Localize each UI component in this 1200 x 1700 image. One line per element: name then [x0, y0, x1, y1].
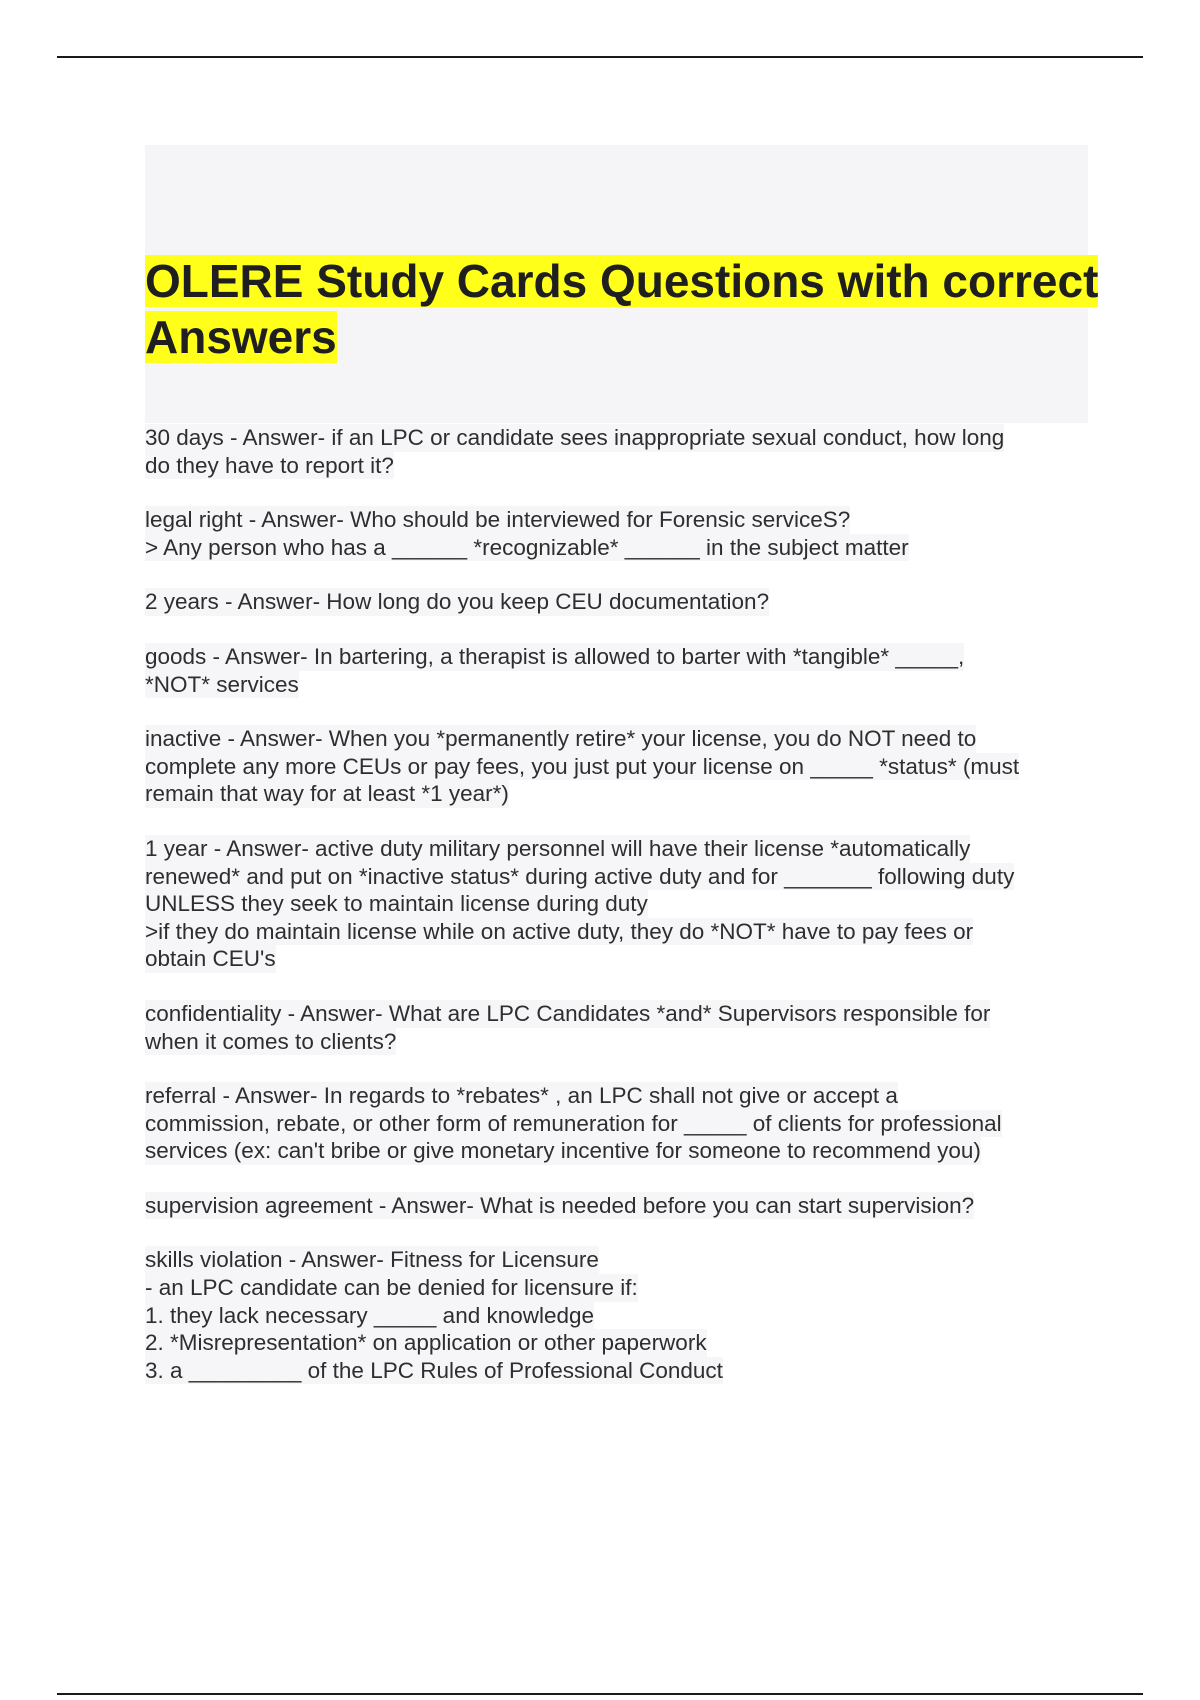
card-line: 1 year - Answer- active duty military personnel will have their license *automatically: [145, 835, 971, 861]
study-card: [145, 588, 1105, 616]
study-card: [145, 1246, 1105, 1384]
card-line: referral - Answer- In regards to *rebates* , an LPC shall not give or accept a: [145, 1083, 898, 1109]
document-title-highlight: OLERE Study Cards Questions with correct Answers: [145, 255, 1099, 363]
card-line: remain that way for at least *1 year*): [145, 781, 509, 807]
card-line: services (ex: can't bribe or give monetary incentive for someone to recommend you): [145, 1138, 981, 1164]
card-line: do they have to report it?: [145, 452, 394, 478]
card-line: goods - Answer- In bartering, a therapist is allowed to barter with *tangible* _____,: [145, 643, 965, 669]
card-line: renewed* and put on *inactive status* during active duty and for _______ following duty: [145, 863, 1015, 889]
study-card: [145, 506, 1105, 561]
card-line: commission, rebate, or other form of remuneration for _____ of clients for professional: [145, 1110, 1002, 1136]
document-title: [145, 253, 1105, 365]
study-card: [145, 1082, 1105, 1165]
card-line: - an LPC candidate can be denied for licensure if:: [145, 1275, 638, 1301]
card-line: obtain CEU's: [145, 946, 276, 972]
bottom-rule: [57, 1693, 1143, 1695]
card-line: *NOT* services: [145, 671, 299, 697]
study-card: [145, 835, 1105, 973]
card-line: >if they do maintain license while on active duty, they do *NOT* have to pay fees or: [145, 918, 974, 944]
top-rule: [57, 56, 1143, 58]
card-line: legal right - Answer- Who should be interviewed for Forensic serviceS?: [145, 507, 851, 533]
card-line: > Any person who has a ______ *recognizable* ______ in the subject matter: [145, 534, 909, 560]
card-line: when it comes to clients?: [145, 1028, 397, 1054]
card-line: 2. *Misrepresentation* on application or other paperwork: [145, 1330, 707, 1356]
card-line: confidentiality - Answer- What are LPC Candidates *and* Supervisors responsible for: [145, 1000, 991, 1026]
card-line: inactive - Answer- When you *permanently retire* your license, you do NOT need to: [145, 726, 977, 752]
study-card: [145, 424, 1105, 479]
card-line: 30 days - Answer- if an LPC or candidate sees inappropriate sexual conduct, how long: [145, 425, 1005, 450]
study-card: [145, 643, 1105, 698]
card-line: 2 years - Answer- How long do you keep CEU documentation?: [145, 589, 770, 615]
card-line: skills violation - Answer- Fitness for Licensure: [145, 1247, 599, 1273]
card-line: UNLESS they seek to maintain license during duty: [145, 891, 648, 917]
study-card: [145, 1192, 1105, 1220]
card-line: supervision agreement - Answer- What is needed before you can start supervision?: [145, 1192, 975, 1218]
study-card: [145, 1000, 1105, 1055]
card-line: complete any more CEUs or pay fees, you just put your license on _____ *status* (must: [145, 753, 1020, 779]
study-cards: [145, 424, 1105, 1411]
card-line: 3. a _________ of the LPC Rules of Professional Conduct: [145, 1357, 723, 1383]
study-card: [145, 725, 1105, 808]
card-line: 1. they lack necessary _____ and knowledge: [145, 1302, 595, 1328]
